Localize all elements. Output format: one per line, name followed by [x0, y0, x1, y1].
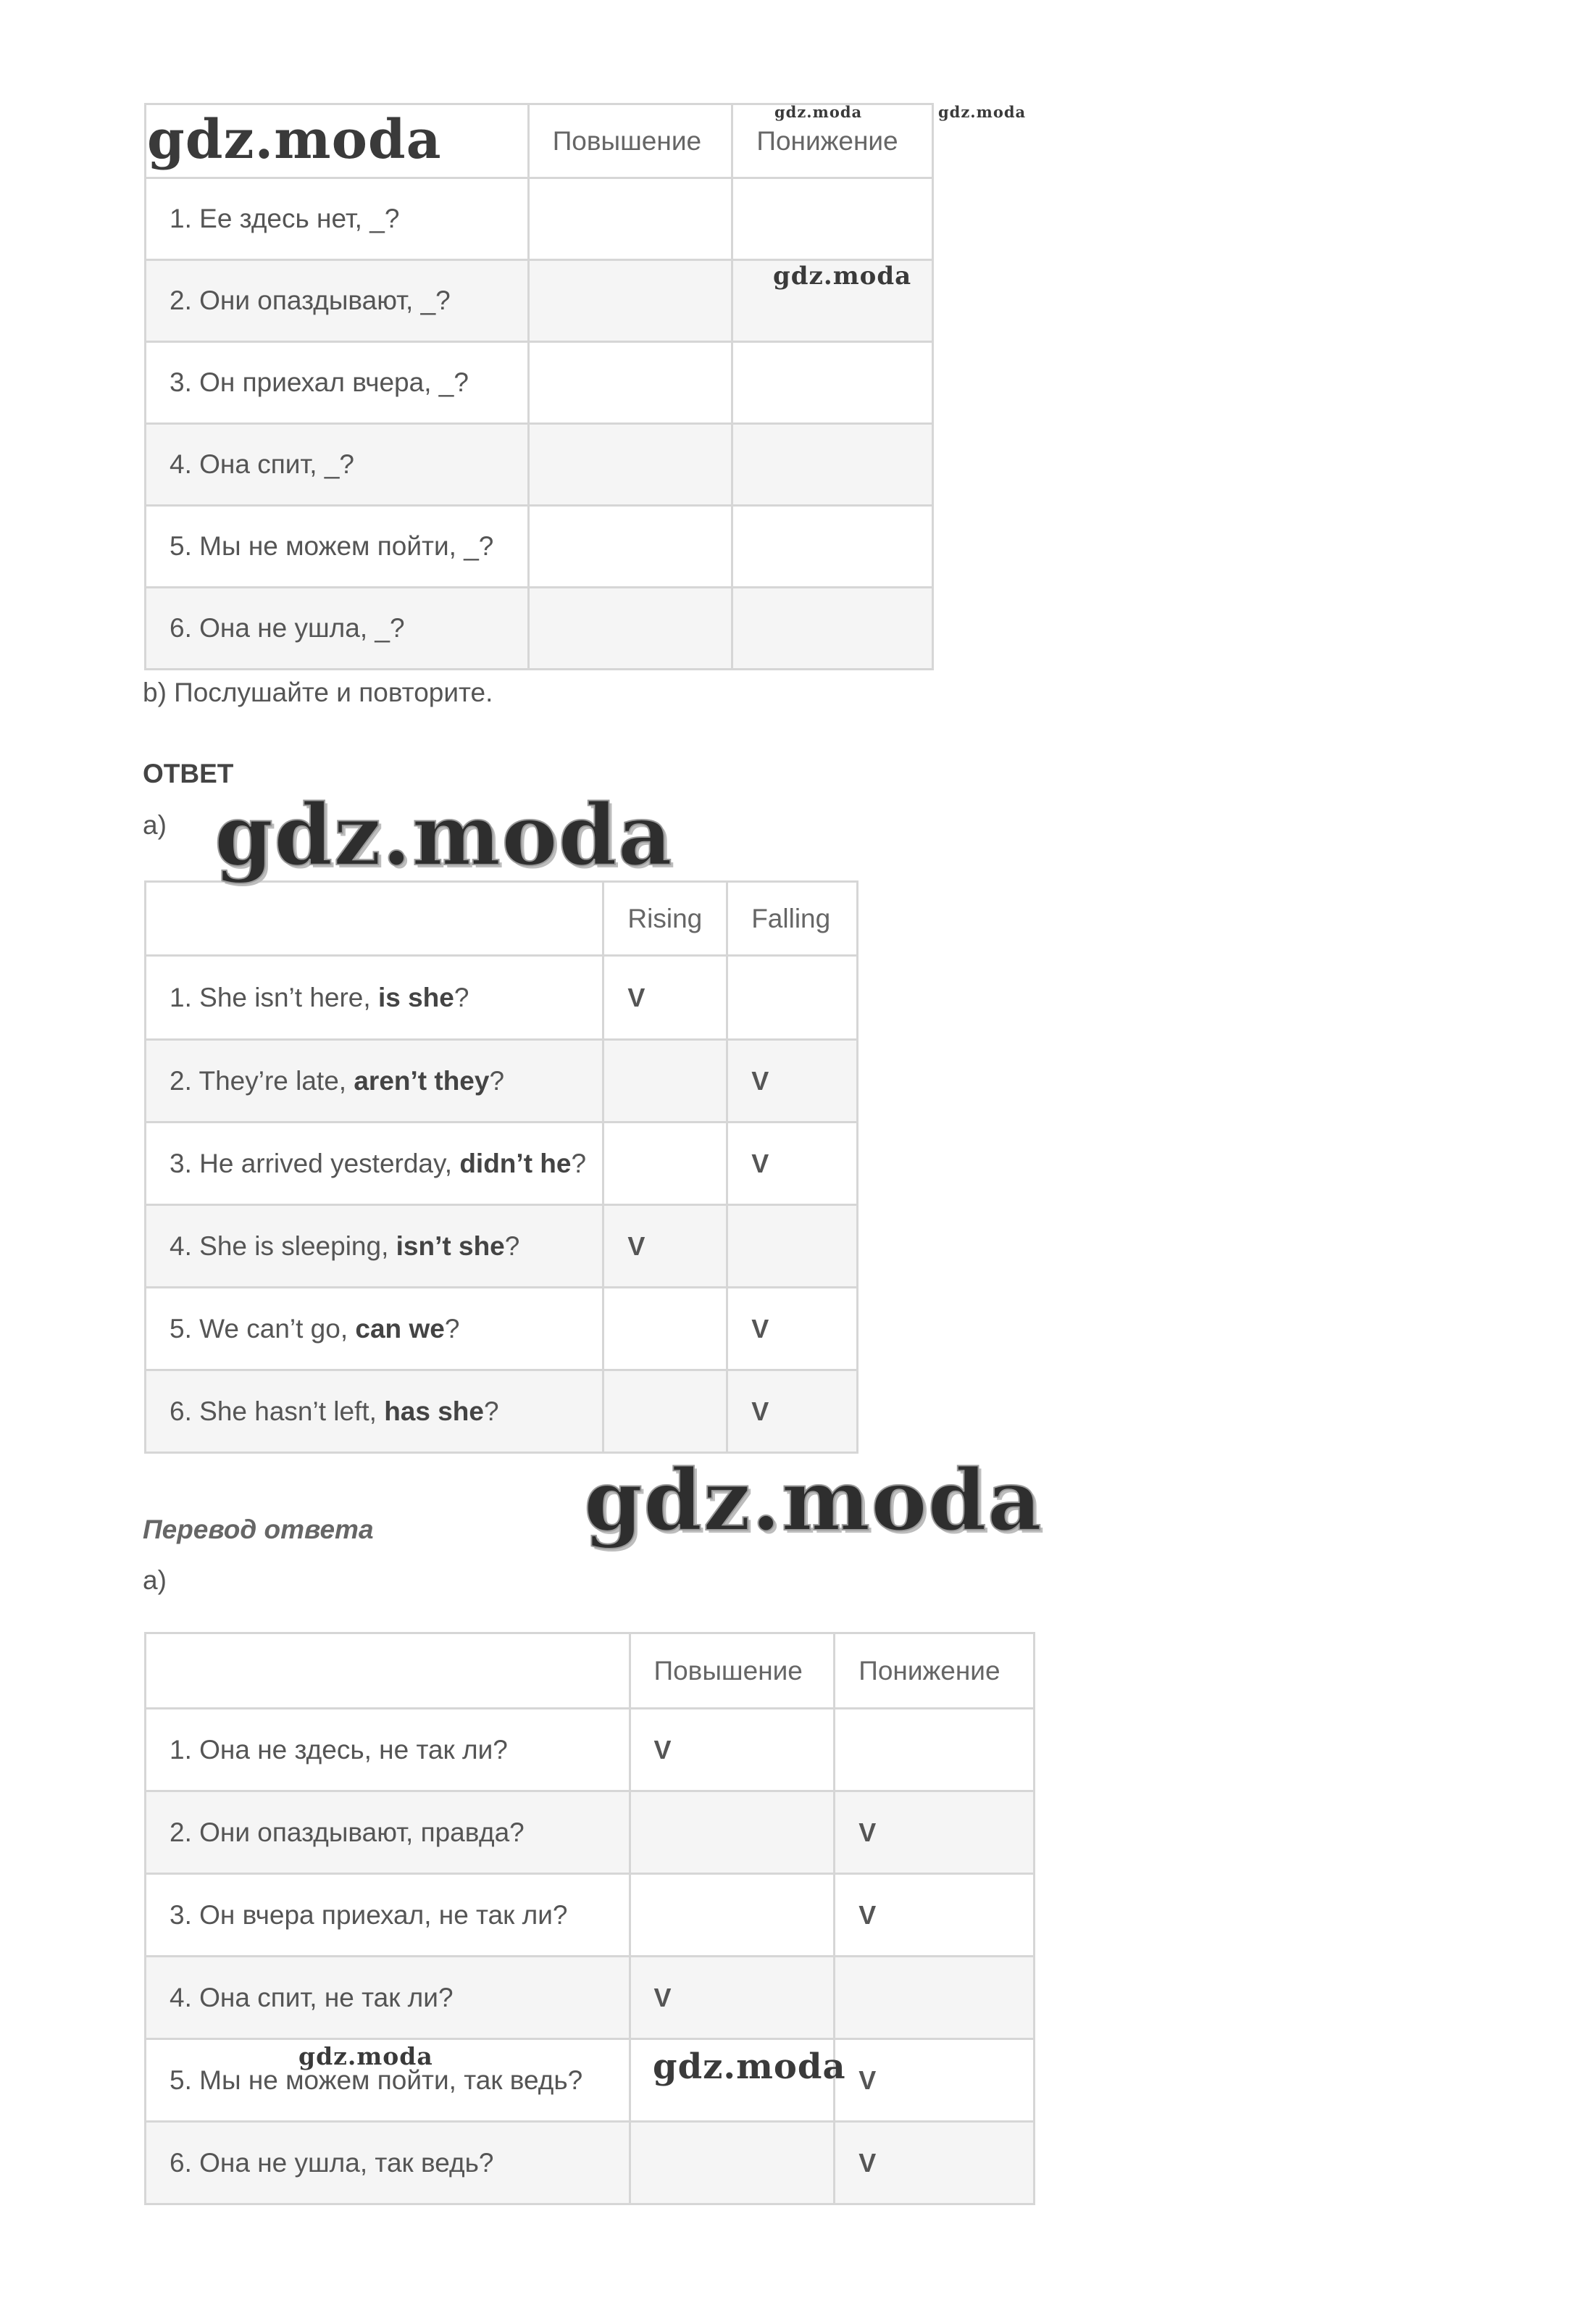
- question-mark: ?: [571, 1148, 587, 1178]
- table-row: [146, 342, 933, 424]
- rising-mark: [603, 1040, 727, 1123]
- question-tag: is she: [377, 982, 454, 1012]
- table-row: [146, 1205, 858, 1288]
- translation-heading: Перевод ответа: [143, 1515, 374, 1544]
- empty-cell: [528, 178, 732, 260]
- question-tag: isn’t she: [396, 1230, 505, 1261]
- translation-table: [144, 1632, 1035, 2205]
- rising-mark: [603, 1123, 727, 1205]
- rising-mark: V: [603, 1205, 727, 1288]
- table-row: [146, 1709, 1035, 1791]
- falling-mark: V: [727, 1288, 858, 1370]
- table-row: [146, 956, 858, 1040]
- sentence-cell: 2. Они опаздывают, правда?: [146, 1791, 630, 1874]
- sentence-cell: 2. Они опаздывают, _?: [146, 260, 529, 342]
- question-tag: aren’t they: [354, 1065, 490, 1096]
- question-tag: didn’t he: [459, 1148, 572, 1178]
- table-row: [146, 1040, 858, 1123]
- rising-mark: V: [630, 1957, 835, 2039]
- falling-mark: [727, 956, 858, 1040]
- falling-mark: V: [835, 1791, 1035, 1874]
- question-mark: ?: [483, 1396, 499, 1426]
- sentence-cell: [146, 1123, 603, 1205]
- empty-cell: [528, 506, 732, 588]
- empty-cell: [528, 424, 732, 506]
- row-number: 6.: [170, 1396, 192, 1426]
- question-mark: ?: [454, 982, 469, 1012]
- sentence-cell: 5. Мы не можем пойти, так ведь?: [146, 2039, 630, 2122]
- table-row: [146, 1791, 1035, 1874]
- sentence-cell: 1. Ее здесь нет, _?: [146, 178, 529, 260]
- header-cell-empty: [146, 882, 603, 956]
- sentence-cell: 4. Она спит, не так ли?: [146, 1957, 630, 2039]
- empty-cell: [528, 342, 732, 424]
- sentence-cell: [146, 956, 603, 1040]
- question-tag: has she: [384, 1396, 484, 1426]
- watermark: gdz.moda: [773, 262, 912, 291]
- falling-mark: V: [835, 1874, 1035, 1957]
- watermark: gdz.moda: [584, 1452, 1043, 1550]
- sentence-cell: 3. Он вчера приехал, не так ли?: [146, 1874, 630, 1957]
- watermark: gdz.moda: [298, 2042, 433, 2070]
- task-b-instruction: b) Послушайте и повторите.: [143, 678, 493, 707]
- rising-mark: [603, 1370, 727, 1453]
- header-rising: Rising: [603, 882, 727, 956]
- empty-cell: [528, 588, 732, 670]
- table-row: [146, 506, 933, 588]
- sentence-cell: 6. Она не ушла, так ведь?: [146, 2122, 630, 2204]
- row-number: 1.: [170, 982, 192, 1012]
- sentence-cell: [146, 1205, 603, 1288]
- sentence-cell: [146, 1370, 603, 1453]
- empty-cell: [732, 178, 933, 260]
- sentence-cell: 3. Он приехал вчера, _?: [146, 342, 529, 424]
- falling-mark: V: [727, 1370, 858, 1453]
- watermark: gdz.moda: [214, 786, 673, 885]
- question-mark: ?: [444, 1313, 460, 1344]
- empty-cell: [732, 588, 933, 670]
- sentence-text: She is sleeping,: [191, 1230, 396, 1261]
- table-row: [146, 178, 933, 260]
- question-tag: can we: [355, 1313, 445, 1344]
- table-row: [146, 1288, 858, 1370]
- header-falling: Понижение: [835, 1633, 1035, 1709]
- row-number: 2.: [170, 1065, 192, 1096]
- header-rising: Повышение: [528, 104, 732, 178]
- sentence-cell: 4. Она спит, _?: [146, 424, 529, 506]
- question-mark: ?: [489, 1065, 505, 1096]
- table-row: [146, 424, 933, 506]
- sentence-text: We can’t go,: [191, 1313, 356, 1344]
- task-table: [144, 103, 934, 670]
- rising-mark: V: [630, 1709, 835, 1791]
- rising-mark: V: [603, 956, 727, 1040]
- empty-cell: [732, 424, 933, 506]
- header-falling: Falling: [727, 882, 858, 956]
- sentence-cell: [146, 1040, 603, 1123]
- answer-heading: ОТВЕТ: [143, 759, 234, 788]
- table-row: [146, 1874, 1035, 1957]
- rising-mark: [630, 2122, 835, 2204]
- sentence-cell: 1. Она не здесь, не так ли?: [146, 1709, 630, 1791]
- rising-mark: [603, 1288, 727, 1370]
- table-header-row: [146, 1633, 1035, 1709]
- answer-subheading: a): [143, 810, 167, 840]
- sentence-text: She hasn’t left,: [191, 1396, 385, 1426]
- sentence-cell: [146, 1288, 603, 1370]
- translation-subheading: a): [143, 1565, 167, 1595]
- table-row: [146, 2039, 1035, 2122]
- sentence-text: He arrived yesterday,: [191, 1148, 460, 1178]
- table-row: [146, 1123, 858, 1205]
- answer-table: [144, 880, 858, 1454]
- table-row: [146, 1370, 858, 1453]
- row-number: 5.: [170, 1313, 192, 1344]
- empty-cell: [732, 342, 933, 424]
- sentence-text: They’re late,: [191, 1065, 354, 1096]
- empty-cell: [528, 260, 732, 342]
- rising-mark: [630, 1791, 835, 1874]
- falling-mark: [727, 1205, 858, 1288]
- sentence-cell: 6. Она не ушла, _?: [146, 588, 529, 670]
- falling-mark: V: [835, 2122, 1035, 2204]
- header-falling: Понижение: [732, 104, 933, 178]
- table-header-row: [146, 882, 858, 956]
- row-number: 4.: [170, 1230, 192, 1261]
- watermark: gdz.moda: [653, 2046, 846, 2087]
- rising-mark: [630, 1874, 835, 1957]
- falling-mark: V: [835, 2039, 1035, 2122]
- table-row: [146, 588, 933, 670]
- header-rising: Повышение: [630, 1633, 835, 1709]
- header-cell-empty: [146, 1633, 630, 1709]
- table-row: [146, 2122, 1035, 2204]
- falling-mark: V: [727, 1040, 858, 1123]
- empty-cell: [732, 506, 933, 588]
- question-mark: ?: [504, 1230, 520, 1261]
- falling-mark: V: [727, 1123, 858, 1205]
- watermark: gdz.moda: [938, 103, 1027, 121]
- sentence-text: She isn’t here,: [191, 982, 378, 1012]
- table-row: [146, 1957, 1035, 2039]
- watermark: gdz.moda: [774, 103, 863, 121]
- falling-mark: [835, 1957, 1035, 2039]
- watermark: gdz.moda: [147, 109, 442, 171]
- row-number: 3.: [170, 1148, 192, 1178]
- falling-mark: [835, 1709, 1035, 1791]
- sentence-cell: 5. Мы не можем пойти, _?: [146, 506, 529, 588]
